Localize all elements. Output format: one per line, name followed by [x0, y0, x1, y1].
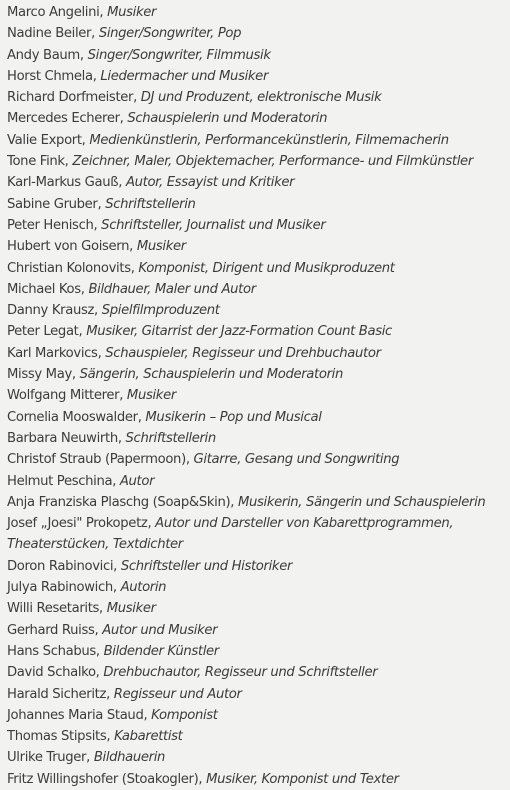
person-name: Helmut Peschina, [7, 473, 117, 489]
list-item [7, 513, 503, 556]
person-name: Nadine Beiler, [7, 26, 95, 42]
person-description: Musikerin – Pop und Musical [145, 409, 322, 425]
list-item [7, 45, 503, 66]
list-item [7, 684, 503, 705]
list-item [7, 428, 503, 449]
person-name: Wolfgang Mitterer, [7, 388, 124, 404]
person-name: Valie Export, [7, 132, 86, 148]
person-name: Fritz Willingshofer (Stoakogler), [7, 771, 203, 787]
person-description: Spielfilmproduzent [101, 303, 220, 319]
person-description: Gitarre, Gesang und Songwriting [193, 452, 400, 468]
person-description: DJ und Produzent, elektronische Musik [140, 90, 382, 106]
person-description: Musiker [126, 388, 176, 404]
person-description: Musikerin, Sängerin und Schauspielerin [237, 494, 486, 510]
person-name: Peter Legat, [7, 324, 83, 340]
list-item [7, 194, 503, 215]
list-item [7, 471, 503, 492]
person-description: Schriftsteller und Historiker [120, 558, 293, 574]
person-name: Karl Markovics, [7, 345, 102, 361]
person-name: Tone Fink, [7, 154, 69, 170]
person-name: Mercedes Echerer, [7, 111, 124, 127]
list-item [7, 279, 503, 300]
person-description: Komponist, Dirigent und Musikproduzent [138, 260, 395, 276]
person-description: Drehbuchautor, Regisseur und Schriftsteller [103, 665, 378, 681]
person-description: Bildhauerin [93, 750, 166, 766]
person-description: Musiker [107, 5, 157, 20]
person-name: Willi Resetarits, [7, 601, 103, 617]
person-description: Schriftstellerin [125, 430, 216, 446]
person-name: Andy Baum, [7, 47, 84, 63]
person-name: Danny Krausz, [7, 303, 98, 319]
person-description: Sängerin, Schauspielerin und Moderatorin [79, 367, 343, 383]
list-item [7, 598, 503, 619]
person-name: Josef „Joesi" Prokopetz, [7, 516, 152, 532]
list-item [7, 87, 503, 108]
person-name: Christian Kolonovits, [7, 260, 135, 276]
person-description: Autor, Essayist und Kritiker [125, 175, 295, 191]
person-description: Schriftstellerin [105, 196, 196, 212]
person-name: David Schalko, [7, 665, 100, 681]
person-description: Singer/Songwriter, Pop [98, 26, 242, 42]
list-item [7, 620, 503, 641]
person-name: Karl-Markus Gauß, [7, 175, 123, 191]
list-item [7, 385, 503, 406]
person-description: Zeichner, Maler, Objektemacher, Performance- und Filmkünstler [72, 154, 473, 170]
person-description: Komponist [151, 707, 218, 723]
list-item [7, 769, 503, 790]
list-item [7, 556, 503, 577]
list-item [7, 66, 503, 87]
person-name: Anja Franziska Plaschg (Soap&Skin), [7, 494, 235, 510]
list-item [7, 492, 503, 513]
person-name: Gerhard Ruiss, [7, 622, 99, 638]
person-description: Musiker, Gitarrist der Jazz-Formation Count Basic [86, 324, 392, 340]
person-name: Cornelia Mooswalder, [7, 409, 142, 425]
person-description: Singer/Songwriter, Filmmusik [87, 47, 271, 63]
person-name: Thomas Stipsits, [7, 729, 111, 745]
person-description: Musiker, Komponist und Texter [206, 771, 399, 787]
person-description: Musiker [106, 601, 156, 617]
list-item [7, 151, 503, 172]
person-description: Bildhauer, Maler und Autor [88, 281, 256, 297]
list-item [7, 258, 503, 279]
list-item [7, 130, 503, 151]
person-description: Regisseur und Autor [113, 686, 242, 702]
person-description: Musiker [136, 239, 186, 255]
list-item [7, 407, 503, 428]
list-item [7, 449, 503, 470]
person-description: Autor und Darsteller von Kabarettprogrammen, Theaterstücken, Textdichter [7, 516, 454, 553]
person-name: Barbara Neuwirth, [7, 430, 122, 446]
person-name: Peter Henisch, [7, 217, 98, 233]
list-item [7, 23, 503, 44]
person-description: Kabarettist [114, 729, 183, 745]
person-description: Medienkünstlerin, Performancekünstlerin, Filmemacherin [89, 132, 449, 148]
person-name: Sabine Gruber, [7, 196, 102, 212]
person-description: Autorin [120, 580, 167, 596]
list-item [7, 321, 503, 342]
list-item [7, 2, 503, 23]
person-description: Bildender Künstler [103, 643, 219, 659]
person-name: Horst Chmela, [7, 68, 97, 84]
list-item [7, 662, 503, 683]
person-name: Missy May, [7, 367, 76, 383]
person-name: Johannes Maria Staud, [7, 707, 148, 723]
list-item [7, 364, 503, 385]
person-name: Harald Sicheritz, [7, 686, 110, 702]
person-name: Christof Straub (Papermoon), [7, 452, 190, 468]
person-name: Ulrike Truger, [7, 750, 90, 766]
list-item [7, 300, 503, 321]
list-item [7, 641, 503, 662]
list-item [7, 172, 503, 193]
list-item [7, 577, 503, 598]
list-item [7, 108, 503, 129]
list-item [7, 215, 503, 236]
list-item [7, 343, 503, 364]
person-description: Schauspielerin und Moderatorin [127, 111, 328, 127]
list-item [7, 747, 503, 768]
person-name: Marco Angelini, [7, 5, 104, 20]
person-description: Schauspieler, Regisseur und Drehbuchautor [105, 345, 381, 361]
person-description: Autor und Musiker [102, 622, 218, 638]
person-name: Hubert von Goisern, [7, 239, 133, 255]
person-description: Liedermacher und Musiker [100, 68, 269, 84]
person-name: Richard Dorfmeister, [7, 90, 137, 106]
person-name: Doron Rabinovici, [7, 558, 118, 574]
person-name: Hans Schabus, [7, 643, 100, 659]
list-item [7, 705, 503, 726]
person-name: Michael Kos, [7, 281, 85, 297]
person-description: Autor [119, 473, 155, 489]
person-description: Schriftsteller, Journalist und Musiker [101, 217, 326, 233]
list-item [7, 236, 503, 257]
person-name: Julya Rabinowich, [7, 580, 117, 596]
list-item [7, 726, 503, 747]
